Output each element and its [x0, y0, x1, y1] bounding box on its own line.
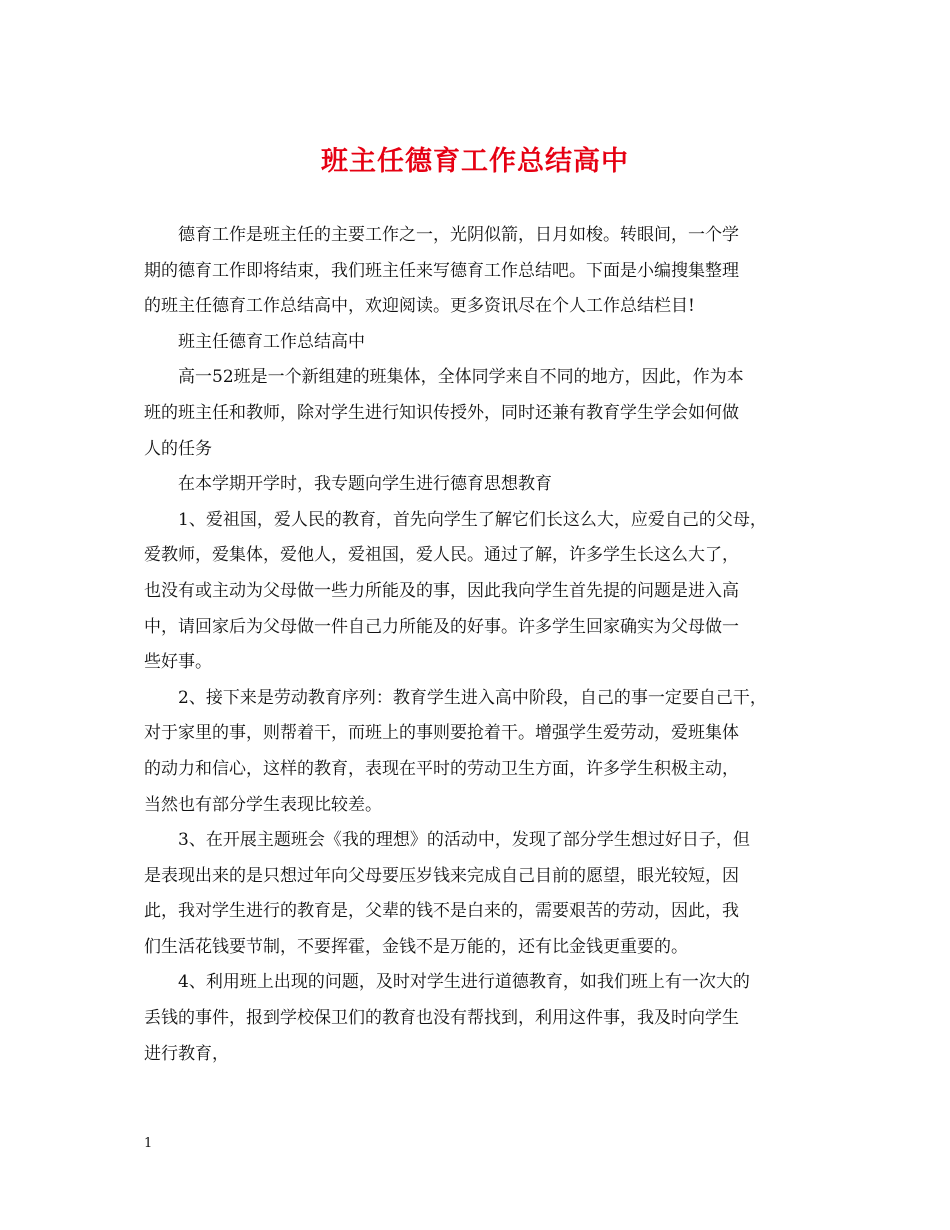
- paragraph-line: 在本学期开学时，我专题向学生进行德育思想教育: [178, 474, 552, 495]
- paragraph-line: 高一52班是一个新组建的班集体，全体同学来自不同的地方，因此，作为本: [178, 367, 744, 388]
- paragraph-line: 此，我对学生进行的教育是，父辈的钱不是白来的，需要艰苦的劳动，因此，我: [144, 901, 739, 922]
- paragraph-line: 爱教师，爱集体，爱他人，爱祖国，爱人民。通过了解，许多学生长这么大了，: [144, 545, 739, 566]
- paragraph-line: 的动力和信心，这样的教育，表现在平时的劳动卫生方面，许多学生积极主动，: [144, 758, 739, 779]
- paragraph-line: 也没有或主动为父母做一些力所能及的事，因此我向学生首先提的问题是进入高: [144, 580, 739, 601]
- paragraph-line: 当然也有部分学生表现比较差。: [144, 794, 382, 815]
- paragraph: [144, 218, 812, 325]
- paragraph-line: 的班主任德育工作总结高中，欢迎阅读。更多资讯尽在个人工作总结栏目!: [144, 296, 695, 317]
- paragraph: [144, 823, 812, 965]
- paragraph-line: 人的任务: [144, 438, 212, 459]
- paragraph-line: 中，请回家后为父母做一件自己力所能及的好事。许多学生回家确实为父母做一: [144, 616, 739, 637]
- paragraph: [144, 681, 812, 823]
- paragraph-line: 丢钱的事件，报到学校保卫们的教育也没有帮找到，利用这件事，我及时向学生: [144, 1008, 739, 1029]
- paragraph: [144, 325, 812, 361]
- paragraph: [144, 360, 812, 467]
- paragraph-line: 期的德育工作即将结束，我们班主任来写德育工作总结吧。下面是小编搜集整理: [144, 260, 739, 281]
- paragraph: [144, 503, 812, 681]
- paragraph-line: 班的班主任和教师，除对学生进行知识传授外，同时还兼有教育学生学会如何做: [144, 402, 739, 423]
- paragraph-line: 德育工作是班主任的主要工作之一，光阴似箭，日月如梭。转眼间，一个学: [178, 225, 739, 245]
- document-body: [144, 218, 812, 1072]
- paragraph: [144, 467, 812, 503]
- paragraph: [144, 965, 812, 1072]
- paragraph-line: 进行教育，: [144, 1043, 229, 1064]
- document-title: 班主任德育工作总结高中: [321, 146, 629, 177]
- paragraph-line: 们生活花钱要节制，不要挥霍，金钱不是万能的，还有比金钱更重要的。: [144, 936, 688, 957]
- paragraph-line: 班主任德育工作总结高中: [178, 331, 365, 352]
- paragraph-line: 4、利用班上出现的问题，及时对学生进行道德教育，如我们班上有一次大的: [178, 972, 750, 993]
- paragraph-line: 3、在开展主题班会《我的理想》的活动中，发现了部分学生想过好日子，但: [178, 830, 750, 851]
- paragraph-line: 对于家里的事，则帮着干，而班上的事则要抢着干。增强学生爱劳动，爱班集体: [144, 723, 739, 744]
- paragraph-line: 是表现出来的是只想过年向父母要压岁钱来完成自己目前的愿望，眼光较短，因: [144, 865, 739, 886]
- paragraph-line: 1、爱祖国，爱人民的教育，首先向学生了解它们长这么大，应爱自己的父母，: [178, 509, 767, 530]
- paragraph-line: 些好事。: [144, 652, 212, 673]
- page-number: 1: [144, 1136, 153, 1151]
- paragraph-line: 2、接下来是劳动教育序列：教育学生进入高中阶段，自己的事一定要自己干，: [178, 687, 767, 708]
